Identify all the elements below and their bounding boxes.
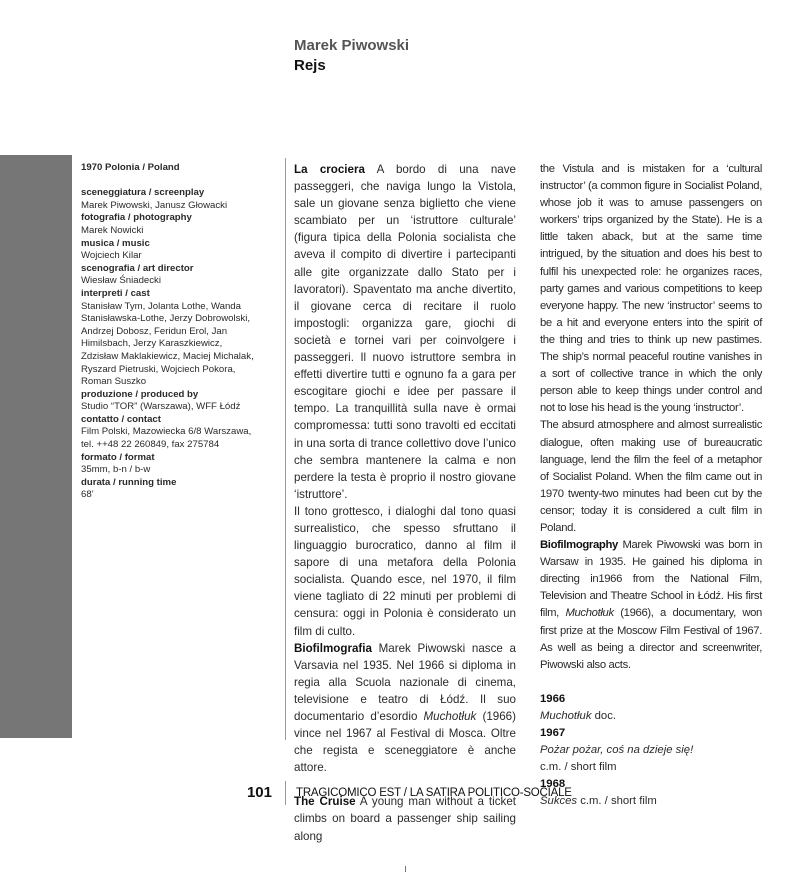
- footer-divider: [285, 781, 286, 805]
- synopsis-english-start: [294, 793, 516, 844]
- filmography-year: 1968: [540, 778, 566, 791]
- filmography-entry: [540, 708, 762, 725]
- director-name-inline: Marek Piwowski: [378, 641, 466, 655]
- film-title: Rejs: [294, 57, 326, 74]
- section-heading: Biofilmography: [540, 539, 618, 552]
- filmography-year: 1966: [540, 692, 566, 705]
- filmography-year: 1967: [540, 727, 566, 739]
- credit-value: 68’: [81, 489, 94, 501]
- film-title-inline: Muchotłuk: [423, 710, 477, 723]
- biography-italian: [294, 640, 516, 777]
- credit-label: interpreti / cast: [81, 287, 150, 299]
- filmography-title: Muchotłuk: [540, 709, 592, 722]
- credit-label: fotografia / photography: [81, 212, 192, 224]
- paragraph-text: nasce a Varsavia nel 1935. Nel 1966 si diploma in regia alla Scuola nazionale di cinema, televisione e teatro di Łódź. Il suo documentario d’esordio: [294, 641, 516, 723]
- paragraph-text: A bordo di una nave passeggeri, che naviga lungo la Vistola, sale un giovane senza biglietto che viene scambiato per un ‘istruttore culturale’ (figura tipica della Polonia socialista che aveva il compito di divertire i partecipanti alle gite organizzate dallo Stato per i lavoratori). Spaventato ma anche divertito, il giovane cerca di recitare il ruolo impostogli: organizza gare, giochi di società e tornei vari per coinvolgere i passeggeri. Il nuovo istruttore sembra in effetti divertire tutti e ognuno fa a gara per escogitare giochi e idee per passare il tempo. La tranquillità sulla nave è ormai compromessa: tutti sono travolti ed eccitati in una sorta di trance collettivo dove l’unico che sembra mantenere la calma e non perdere la testa è proprio il nostro giovane ‘istruttore’.: [294, 163, 516, 501]
- credit-label: formato / format: [81, 451, 155, 463]
- director-name-inline: Marek Piwowski: [622, 539, 701, 552]
- commentary-italian: Il tono grottesco, i dialoghi dal tono quasi surrealistico, che spesso sfruttano il linguaggio burocratico, danno al film il sapore di una metafora della Polonia socialista. Quando esce, nel 1970, il film viene tagliato di 22 minuti per problemi di censura: oggi in Polonia è considerato un film di culto.: [294, 504, 516, 638]
- section-heading: Biofilmografia: [294, 641, 372, 655]
- filmography-entry: [540, 793, 762, 810]
- synopsis-italian: [294, 161, 516, 503]
- credit-value: 35mm, b-n / b-w: [81, 464, 151, 476]
- credit-value: Film Polski, Mazowiecka 6/8 Warszawa, tel. ++48 22 260849, fax 275784: [81, 426, 252, 451]
- section-title: TRAGICOMICO EST / LA SATIRA POLITICO-SOCIALE: [296, 787, 572, 799]
- paragraph-text: (1966) vince nel 1967 al Festival di Mosca. Oltre che regista e sceneggiatore è anche attore.: [294, 710, 516, 775]
- column-divider: [285, 158, 286, 740]
- credit-value: Stanisław Tym, Jolanta Lothe, Wanda Stanisławska-Lothe, Jerzy Dobrowolski, Andrzej Dobosz, Feridun Erol, Jan Himilsbach, Jerzy Karaszkiewicz, Zdzisław Maklakiewicz, Maciej Michalak, Ryszard Pietruski, Wojciech Pokora, Roman Suszko: [81, 300, 254, 388]
- credit-label: sceneggiatura / screenplay: [81, 187, 205, 199]
- credit-label: contatto / contact: [81, 413, 161, 425]
- section-heading: The Cruise: [294, 795, 356, 809]
- year-country: 1970 Polonia / Poland: [81, 162, 180, 173]
- filmography-title: Sukces: [540, 795, 578, 808]
- credit-label: produzione / produced by: [81, 388, 199, 400]
- credit-label: scenografia / art director: [81, 262, 194, 274]
- credits-block: [81, 162, 256, 502]
- filmography-list: [540, 691, 762, 811]
- section-heading: La crociera: [294, 163, 365, 176]
- biography-english: [540, 537, 762, 674]
- film-title-inline: Muchotłuk: [565, 607, 614, 620]
- paragraph-text: was born in Warsaw in 1935. He gained his diploma in directing in1966 from the National Film, Television and Theatre School in Łódź. His first film,: [540, 539, 763, 620]
- director-name: Marek Piwowski: [294, 37, 410, 54]
- commentary-english: The absurd atmosphere and almost surrealistic dialogue, often making use of bureaucratic language, lend the film the feel of a metaphor of Socialist Poland. When the film came out in 1970 twenty-two minutes had been cut by the censor; today it is considered a cult film in Poland.: [540, 419, 762, 534]
- credit-label: durata / running time: [81, 476, 177, 488]
- filmography-title: Pożar pożar, coś na dzieje się!: [540, 744, 694, 757]
- filmography-note: c.m. / short film: [580, 795, 657, 808]
- credit-value: Marek Nowicki: [81, 224, 144, 236]
- filmography-note: doc.: [594, 709, 616, 722]
- paragraph-text: (1966), a documentary, won first prize at the Moscow Film Festival of 1967. As well as being a director and screenwriter, Piwowski also acts.: [540, 607, 762, 671]
- credit-value: Wiesław Śniadecki: [81, 275, 161, 287]
- credit-value: Wojciech Kilar: [81, 250, 142, 262]
- synopsis-english: the Vistula and is mistaken for a ‘cultural instructor’ (a common figure in Socialist Poland, whose job it was to amuse passengers on workers’ trips organized by the State). He is a little taken aback, but at the same time intrigued, by the situation and does his best to fulfil his unexpected role: he organizes races, party games and various competitions to keep everyone happy. The new ‘instructor’ seems to be a hit and everyone enters into the spirit of the thing and tries to think up new pastimes. The ship’s normal peaceful routine vanishes in a sort of collective trance in which the only person able to keep things under control and not to lose his head is the young ‘instructor’.: [540, 163, 762, 415]
- side-color-band: [0, 155, 72, 738]
- paragraph-text: A young man without a ticket climbs on board a passenger ship sailing along: [294, 795, 516, 843]
- filmography-note: c.m. / short film: [540, 761, 617, 774]
- crop-mark: [405, 866, 406, 872]
- credit-label: musica / music: [81, 237, 150, 249]
- page-number: 101: [246, 784, 272, 801]
- english-text-column: [540, 161, 763, 808]
- credit-value: Marek Piwowski, Janusz Głowacki: [81, 199, 228, 211]
- credit-value: Studio “TOR” (Warszawa), WFF Łódź: [81, 401, 241, 413]
